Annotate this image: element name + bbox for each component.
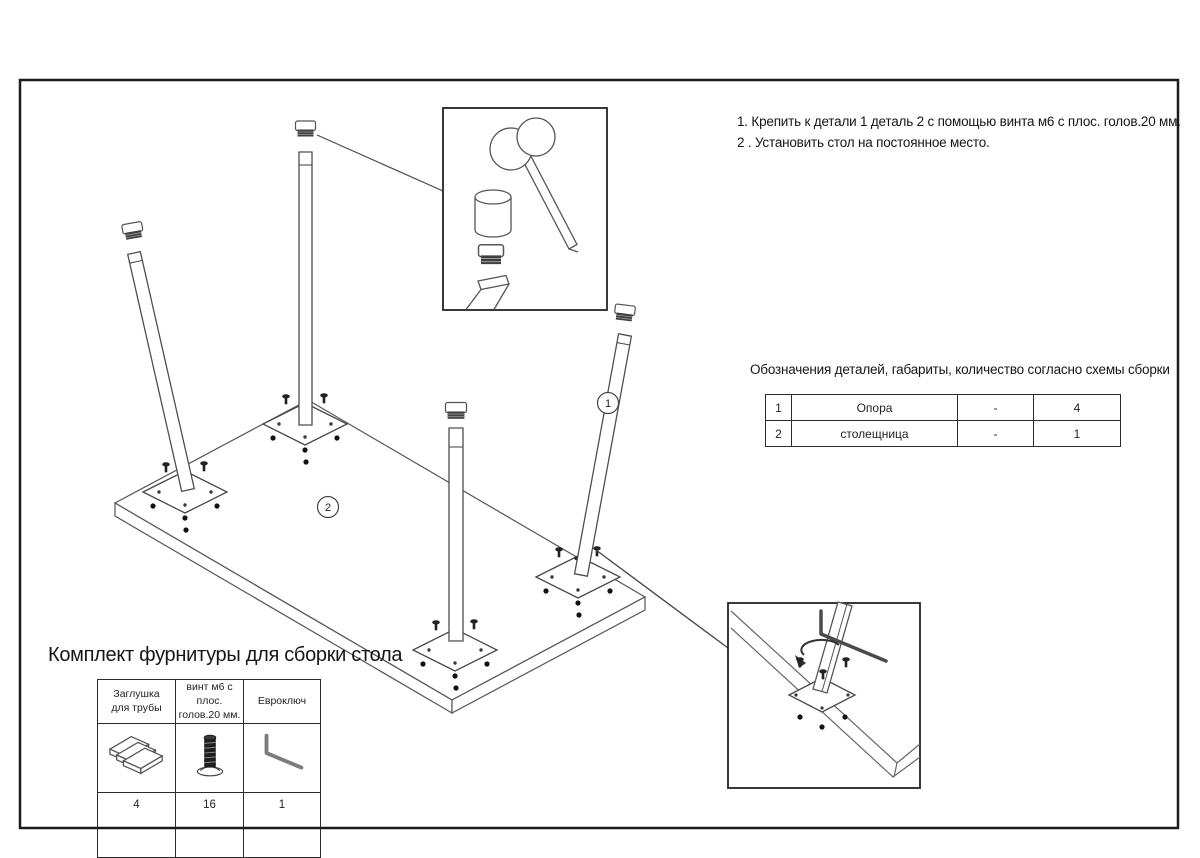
hardware-label-line: для трубы xyxy=(111,702,162,715)
hardware-image-row xyxy=(98,723,321,792)
callout-part-2 xyxy=(318,497,339,518)
hardware-image-cell xyxy=(244,723,321,792)
hardware-quantity: 1 xyxy=(244,792,321,857)
part-number: 1 xyxy=(766,395,792,421)
part-number: 2 xyxy=(766,421,792,447)
hardware-kit-title: Комплект фурнитуры для сборки стола xyxy=(48,644,403,666)
tube-cap-right xyxy=(614,304,636,322)
part-quantity: 1 xyxy=(1034,421,1121,447)
leg-bottom xyxy=(449,428,463,641)
hardware-quantity: 16 xyxy=(176,792,244,857)
part-quantity: 4 xyxy=(1034,395,1121,421)
tube-cap-top xyxy=(296,121,316,137)
hardware-kit-table xyxy=(97,679,321,858)
leader-line-cap-detail xyxy=(317,135,443,191)
parts-table-row xyxy=(766,421,1121,447)
hardware-quantity: 4 xyxy=(98,792,176,857)
hardware-header-row xyxy=(98,680,321,724)
tube-cap-bottom xyxy=(446,403,467,419)
parts-table-row xyxy=(766,395,1121,421)
hardware-label-line: Заглушка xyxy=(113,688,160,701)
detail-callout-cap xyxy=(443,108,607,310)
hardware-label-line: винт м6 с плос. xyxy=(186,681,233,708)
part-dimensions: - xyxy=(958,421,1034,447)
leg-right xyxy=(575,334,632,576)
hardware-qty-row xyxy=(98,792,321,857)
hardware-label-line: голов.20 мм. xyxy=(178,709,241,722)
parts-table-title: Обозначения деталей, габариты, количество согласно схемы сборки xyxy=(750,362,1170,377)
callout-part-2-label: 2 xyxy=(324,502,332,514)
hardware-image-cell xyxy=(98,723,176,792)
hardware-item-label xyxy=(244,680,321,724)
tube-cap-left xyxy=(122,221,144,240)
hardware-item-label xyxy=(98,680,176,724)
leg-left xyxy=(128,252,195,492)
tube-cap-icon xyxy=(105,724,169,786)
instruction-line-1: 1. Крепить к детали 1 деталь 2 с помощью винта м6 с плос. голов.20 мм. xyxy=(737,114,1181,129)
part-name: Опора xyxy=(792,395,958,421)
hardware-image-cell xyxy=(176,723,244,792)
instruction-line-2: 2 . Установить стол на постоянное место. xyxy=(737,135,990,150)
hardware-item-label xyxy=(176,680,244,724)
detail-callout-attachment xyxy=(728,602,920,788)
callout-part-1 xyxy=(598,393,619,414)
part-dimensions: - xyxy=(958,395,1034,421)
screw-icon xyxy=(178,724,242,786)
tube-cap-detail xyxy=(479,245,504,264)
hex-key-icon xyxy=(250,724,314,786)
parts-table xyxy=(765,394,1121,447)
callout-part-1-label: 1 xyxy=(604,398,612,410)
hardware-label-line: Евроключ xyxy=(257,695,307,708)
assembly-notes xyxy=(737,111,1181,153)
part-name: столещница xyxy=(792,421,958,447)
leg-top xyxy=(299,152,312,425)
cap-cylinder-icon xyxy=(475,190,511,237)
